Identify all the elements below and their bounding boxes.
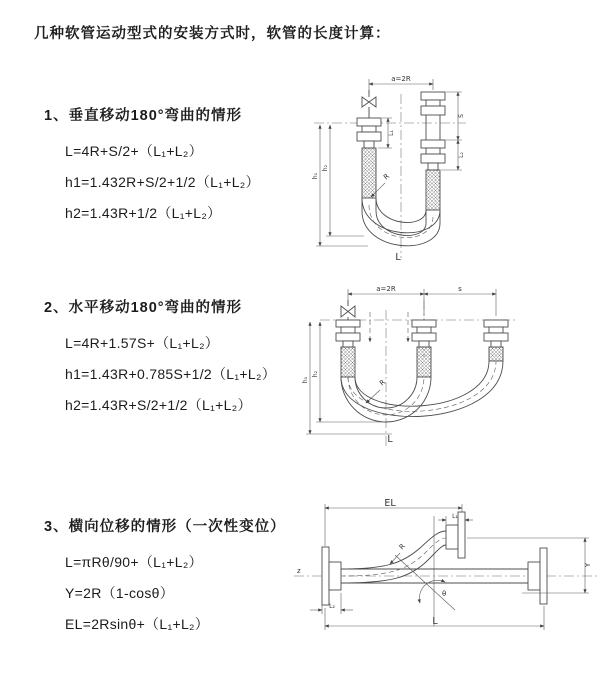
formula-h2: h2=1.43R+S/2+1/2（L₁+L₂） [65,397,252,413]
top-flange-plate [458,512,465,558]
left-fitting [357,118,381,198]
formula-length: L=πRθ/90+（L₁+L₂） [65,554,203,570]
section-3-formulas [65,547,286,640]
length-label: L [432,616,438,627]
dim-label-y: Y [584,562,592,568]
left-fitting [336,320,360,377]
radius-label: R [397,542,407,552]
fittings [336,320,508,377]
dim-label-l1: L₁ [388,130,395,136]
dim-label-h2: h₂ [322,164,329,172]
dim-label-s: S [458,114,465,118]
right-fitting-lower [421,140,445,210]
radius-callout [390,542,407,564]
dim-label-a2r: a=2R [391,75,411,83]
diagram-lateral-displacement [292,498,600,650]
dim-label-el: EL [384,498,396,509]
formula-y: Y=2R（1-cosθ） [65,585,175,601]
dim-label-h1: h₁ [312,172,319,180]
centerlines [314,94,466,258]
dim-label-l1: L₁ [452,513,458,520]
diagram-horizontal-bend [300,282,592,454]
section-1-formulas [65,136,260,229]
axis-mark-label: z [297,567,301,575]
angle-label: θ [442,590,447,598]
dim-label-h2: h₂ [312,370,319,378]
section-lateral-displacement [44,518,286,640]
formula-el: EL=2Rsinθ+（L₁+L₂） [65,616,210,632]
formula-length: L=4R+1.57S+（L₁+L₂） [65,335,220,351]
diagram-vertical-bend [306,68,546,263]
section-1-heading: 1、垂直移动180°弯曲的情形 [44,108,243,124]
middle-fitting [412,320,436,377]
dim-label-l2: L₂ [458,152,465,158]
dim-label-l2: L₂ [329,603,335,610]
formula-h1: h1=1.43R+0.785S+1/2（L₁+L₂） [65,366,276,382]
section-2-heading: 2、水平移动180°弯曲的情形 [44,300,243,316]
right-fitting-upper [421,92,445,140]
hose-braid [362,148,376,198]
dim-label-a2r: a=2R [376,285,396,293]
dimension-a2r [369,75,433,94]
dimension-l [325,606,544,630]
left-flange [322,547,341,605]
length-label: L [387,434,393,445]
section-vertical-movement [44,107,260,229]
dimension-l2 [310,593,353,614]
dim-label-h1: h₁ [302,376,309,384]
valve-icon [362,90,376,118]
length-label: L [395,252,401,263]
right-fitting [484,320,508,361]
formula-length: L=4R+S/2+（L₁+L₂） [65,143,203,159]
hose-braid [426,170,440,210]
radius-callout [366,378,387,403]
dimension-a2r [348,285,496,316]
section-3-heading: 3、横向位移的情形（一次性变位） [44,519,286,535]
radius-label: R [378,378,388,388]
dim-label-s: s [458,285,462,293]
page-title: 几种软管运动型式的安装方式时，软管的长度计算： [34,26,391,42]
valve-icon [341,300,355,320]
radius-label: R [382,172,392,182]
dimension-el [325,498,462,546]
section-2-formulas [65,328,276,421]
section-horizontal-movement [44,299,276,421]
formula-h2: h2=1.43R+1/2（L₁+L₂） [65,205,222,221]
dimension-h2 [322,125,364,236]
dimension-l1 [438,513,473,524]
top-flange-hub [446,525,458,549]
movement-arrows [370,312,408,342]
dimension-h1 [312,125,368,246]
formula-h1: h1=1.432R+S/2+1/2（L₁+L₂） [65,174,260,190]
